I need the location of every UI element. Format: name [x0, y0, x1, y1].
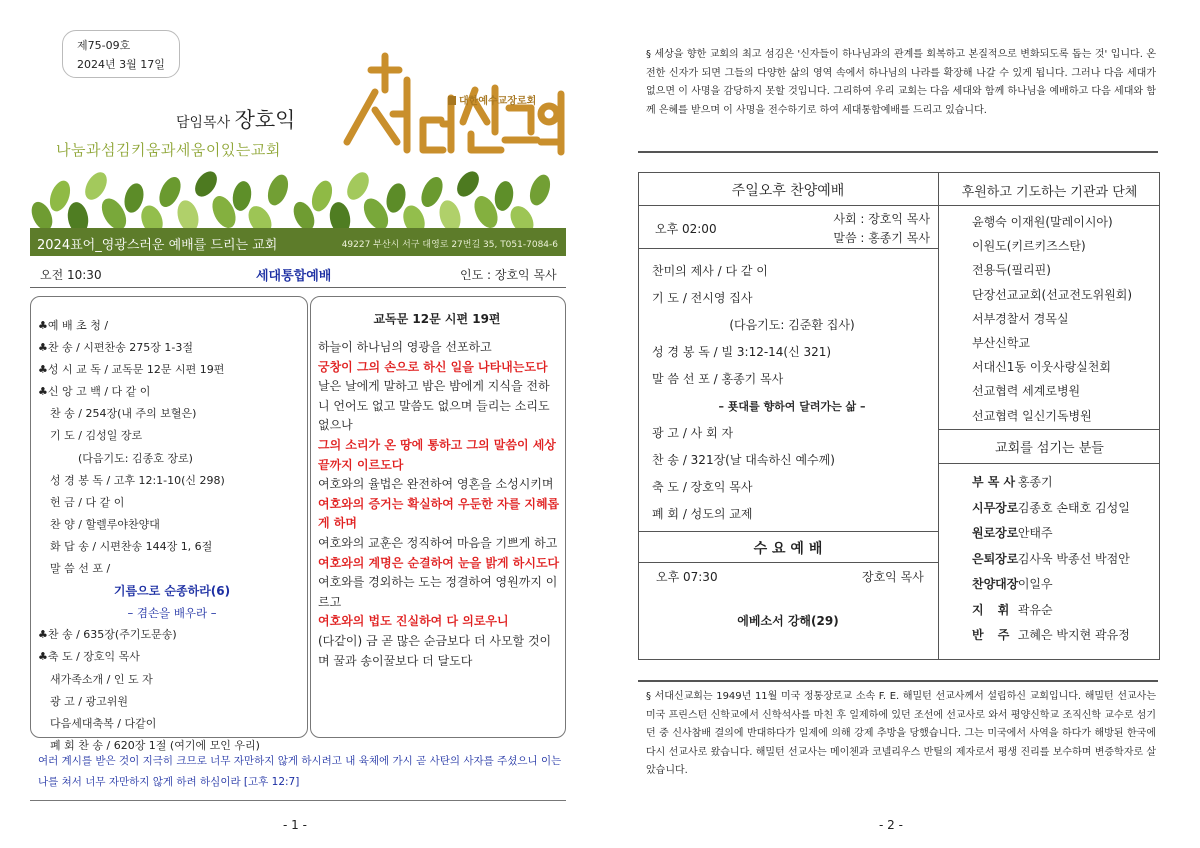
afternoon-item: 폐 회 / 성도의 교제 — [652, 507, 753, 521]
support-item: 윤행숙 이재원(말레이시아) — [972, 215, 1113, 229]
order-item: ♣신 앙 고 백 / 다 같 이 — [38, 385, 151, 399]
servant-names: 홍종기 — [1017, 475, 1053, 489]
afternoon-item: 광 고 / 사 회 자 — [652, 426, 734, 440]
servant-role: 시무장로 — [972, 500, 1019, 515]
afternoon-order-list — [652, 258, 932, 528]
service-leader: 인도 : 장호익 목사 — [460, 268, 557, 282]
servant-names: 고혜은 박지현 곽유정 — [1017, 628, 1130, 642]
reading-response-line: 여호와의 증거는 확실하여 우둔한 자를 지혜롭게 하며 — [318, 496, 560, 531]
worship-order-list — [38, 315, 306, 757]
afternoon-item: 기 도 / 전시영 집사 — [652, 291, 753, 305]
service-time: 오전 10:30 — [40, 268, 102, 282]
servant-role: 찬양대장 — [972, 577, 1019, 591]
divider — [638, 680, 1158, 682]
reading-leader-line: 하늘이 하나님의 영광을 선포하고 — [318, 340, 492, 354]
denomination-badge — [448, 92, 536, 107]
servant-names: 안태주 — [1017, 526, 1053, 540]
issue-date: 2024년 3월 17일 — [77, 58, 165, 71]
order-item: 찬 양 / 할렐루야찬양대 — [50, 517, 160, 531]
support-list — [972, 210, 1152, 428]
banner-text: 2024표어_영광스러운 예배를 드리는 교회 — [37, 238, 278, 253]
page-number: - 2 - — [879, 818, 903, 832]
reading-response-line: 여호와의 법도 진실하여 다 의로우니 — [318, 614, 509, 629]
weekly-verse: 여러 계시를 받은 것이 지극히 크므로 너무 자만하지 않게 하시려고 내 육체에 가시 곧 사탄의 사자를 주셨으니 이는 나를 쳐서 너무 자만하지 않게 하려 하심이라 [고후 12:7] — [30, 745, 566, 801]
order-item: ♣찬 송 / 635장(주기도문송) — [38, 628, 177, 642]
servant-names: 김종호 손태호 김성일 — [1017, 500, 1130, 515]
support-item: 전용득(필리핀) — [972, 263, 1051, 278]
afternoon-item: (다음기도: 김준환 집사) — [729, 318, 855, 332]
wednesday-leader: 장호익 목사 — [862, 570, 924, 584]
reading-leader-line: 여호와의 교훈은 정직하여 마음을 기쁘게 하고 — [318, 535, 558, 550]
afternoon-item: 말 씀 선 포 / 홍종기 목사 — [652, 372, 784, 386]
issue-info — [62, 30, 180, 78]
servants-list — [972, 470, 1157, 649]
servant-role: 지 휘 — [972, 602, 1015, 617]
servant-names: 곽유순 — [1017, 602, 1053, 617]
afternoon-time: 오후 02:00 — [655, 222, 717, 236]
divider — [638, 151, 1158, 153]
support-item: 선교협력 세계로병원 — [972, 384, 1081, 399]
order-item: 성 경 봉 독 / 고후 12:1-10(신 298) — [50, 473, 225, 487]
reading-leader-line: (다같이) 금 곧 많은 순금보다 더 사모할 것이며 꿀과 송이꿀보다 더 달도다 — [318, 633, 552, 668]
afternoon-preacher: 말씀 : 홍종기 목사 — [833, 231, 930, 245]
reading-leader-line: 날은 날에게 말하고 밤은 밤에게 지식을 전하니 언어도 없고 말씀도 없으며 들리는 소리도 없으나 — [318, 379, 550, 433]
service-title: 세대통합예배 — [256, 269, 332, 284]
morning-service-header — [30, 258, 566, 288]
afternoon-service-title: 주일오후 찬양예배 — [638, 172, 938, 206]
responsive-reading-title: 교독문 12문 시편 19편 — [373, 312, 501, 326]
servant-role: 부 목 사 — [972, 475, 1016, 489]
support-item: 서대신1동 이웃사랑실천회 — [972, 360, 1111, 375]
reading-leader-line: 여호와를 경외하는 도는 정결하여 영원까지 이르고 — [318, 575, 558, 609]
responsive-reading — [318, 338, 560, 671]
afternoon-item: 축 도 / 장호익 목사 — [652, 480, 753, 494]
order-item: 새가족소개 / 인 도 자 — [50, 672, 153, 686]
support-item: 선교협력 일신기독병원 — [972, 408, 1092, 423]
page-number: - 1 - — [283, 818, 307, 832]
afternoon-sermon-theme: – 푯대를 향하여 달려가는 삶 – — [718, 400, 866, 413]
order-item: ♣찬 송 / 시편찬송 275장 1-3절 — [38, 341, 194, 355]
sermon-subtitle: – 겸손을 배우라 – — [127, 606, 217, 621]
pastor-label: 담임목사 — [176, 115, 231, 131]
afternoon-item: 찬미의 제사 / 다 같 이 — [652, 264, 768, 278]
servant-names: 김사욱 박종선 박점안 — [1017, 551, 1130, 566]
servant-role: 원로장로 — [972, 526, 1019, 540]
servant-row — [972, 598, 1157, 624]
order-item: ♣성 시 교 독 / 교독문 12문 시편 19편 — [38, 363, 225, 377]
order-item: 폐 회 찬 송 / 620장 1절 (여기에 모인 우리) — [50, 738, 260, 752]
denomination-text: 대한예수교장로회 — [459, 96, 537, 107]
order-item: 광 고 / 광고위원 — [50, 694, 128, 708]
wednesday-time: 오후 07:30 — [656, 570, 718, 584]
reading-response-line: 여호와의 계명은 순결하여 눈을 밝게 하시도다 — [318, 555, 560, 570]
order-item: 기 도 / 김성일 장로 — [50, 429, 143, 443]
servant-row — [972, 623, 1157, 649]
sermon-title: 기름으로 순종하라(6) — [113, 584, 231, 599]
year-motto-banner — [30, 228, 566, 256]
servant-row — [972, 521, 1157, 547]
order-item: 다음세대축복 / 다같이 — [50, 716, 157, 730]
reading-leader-line: 여호와의 율법은 완전하여 영혼을 소성시키며 — [318, 477, 554, 492]
order-item: 헌 금 / 다 같 이 — [50, 495, 125, 509]
order-item: (다음기도: 김종호 장로) — [78, 451, 193, 465]
servant-row — [972, 547, 1157, 573]
reading-response-line: 그의 소리가 온 땅에 통하고 그의 말씀이 세상 끝까지 이르도다 — [318, 437, 556, 472]
afternoon-officiants — [826, 210, 930, 248]
order-item: ♣축 도 / 장호익 목사 — [38, 650, 140, 664]
reading-response-line: 궁창이 그의 손으로 하신 일을 나타내는도다 — [318, 359, 548, 374]
servant-role: 반 주 — [972, 628, 1015, 642]
church-address: 49227 부산시 서구 대영로 27번길 35, T051-7084-6 — [341, 240, 558, 250]
leaves-decoration — [30, 156, 566, 234]
pastor-name: 장호익 — [234, 108, 296, 132]
wednesday-service-title: 수 요 예 배 — [638, 531, 938, 563]
order-item: 말 씀 선 포 / — [50, 562, 111, 576]
church-history-paragraph: § 서대신교회는 1949년 11월 미국 정통장로교 소속 F. E. 해밀턴 선교사께서 설립하신 교회입니다. 해밀턴 선교사는 미국 프린스턴 신학교에서 신학석사를 마친 후 일제하에 있던 조선에 선교사로 와서 평양신학교 조직신학 교수로 섬기던 중 신사참배 결의에 반대하다가 일제에 의해 강제 추방을 당했습니다. 그는 미국에서 사역을 하다가 해방된 한국에 다시 선교사로 왔습니다. 해밀턴 선교사는 메이첸과 코넬리우스 반틸의 제자로서 평생 진리를 보수하며 변증학자로 살았습니다. — [646, 691, 1156, 776]
afternoon-item: 성 경 봉 독 / 빌 3:12-14(신 321) — [652, 345, 832, 359]
support-item: 단장선교교회(선교전도위원회) — [972, 287, 1133, 302]
intro-paragraph: § 세상을 향한 교회의 최고 섬김은 '신자들이 하나님과의 관계를 회복하고 본질적으로 변화되도록 돕는 것' 입니다. 온전한 신자가 되면 그들의 다양한 삶의 영역 속에서 하나님의 나라를 확장해 나갈 수 있게 됩니다. 그러나 다음 세대가 없으면 이 사명을 감당하지 못할 것입니다. 그리하여 우리 교회는 다음 세대와 함께 하나님을 예배하고 다음 세대와 함께 은혜를 받으며 이 사명을 전수하기로 하여 세대통합예배를 드리고 있습니다. — [646, 49, 1156, 116]
support-item: 서부경찰서 경목실 — [972, 311, 1069, 326]
servant-row — [972, 496, 1157, 522]
denomination-mark-icon — [448, 96, 456, 105]
servant-names: 이일우 — [1017, 577, 1053, 591]
afternoon-moderator: 사회 : 장호익 목사 — [833, 212, 930, 226]
order-item: ♣예 배 초 청 / — [38, 319, 109, 332]
servant-row — [972, 572, 1157, 598]
order-item: 찬 송 / 254장(내 주의 보혈은) — [50, 407, 197, 421]
servants-title: 교회를 섬기는 분들 — [939, 430, 1160, 464]
column-divider — [938, 172, 939, 660]
pastor-line — [176, 104, 295, 134]
wednesday-sermon: 에베소서 강해(29) — [737, 614, 839, 628]
servant-row — [972, 470, 1157, 496]
servant-role: 은퇴장로 — [972, 551, 1019, 566]
church-motto: 나눔과섬김키움과세움이있는교회 — [56, 141, 281, 159]
support-item: 이원도(키르키즈스탄) — [972, 239, 1086, 254]
support-title: 후원하고 기도하는 기관과 단체 — [939, 172, 1160, 206]
support-item: 부산신학교 — [972, 335, 1030, 350]
order-item: 화 답 송 / 시편찬송 144장 1, 6절 — [50, 539, 213, 553]
afternoon-item: 찬 송 / 321장(날 대속하신 예수께) — [652, 453, 835, 467]
divider — [638, 248, 938, 249]
issue-number: 제75-09호 — [77, 39, 131, 52]
